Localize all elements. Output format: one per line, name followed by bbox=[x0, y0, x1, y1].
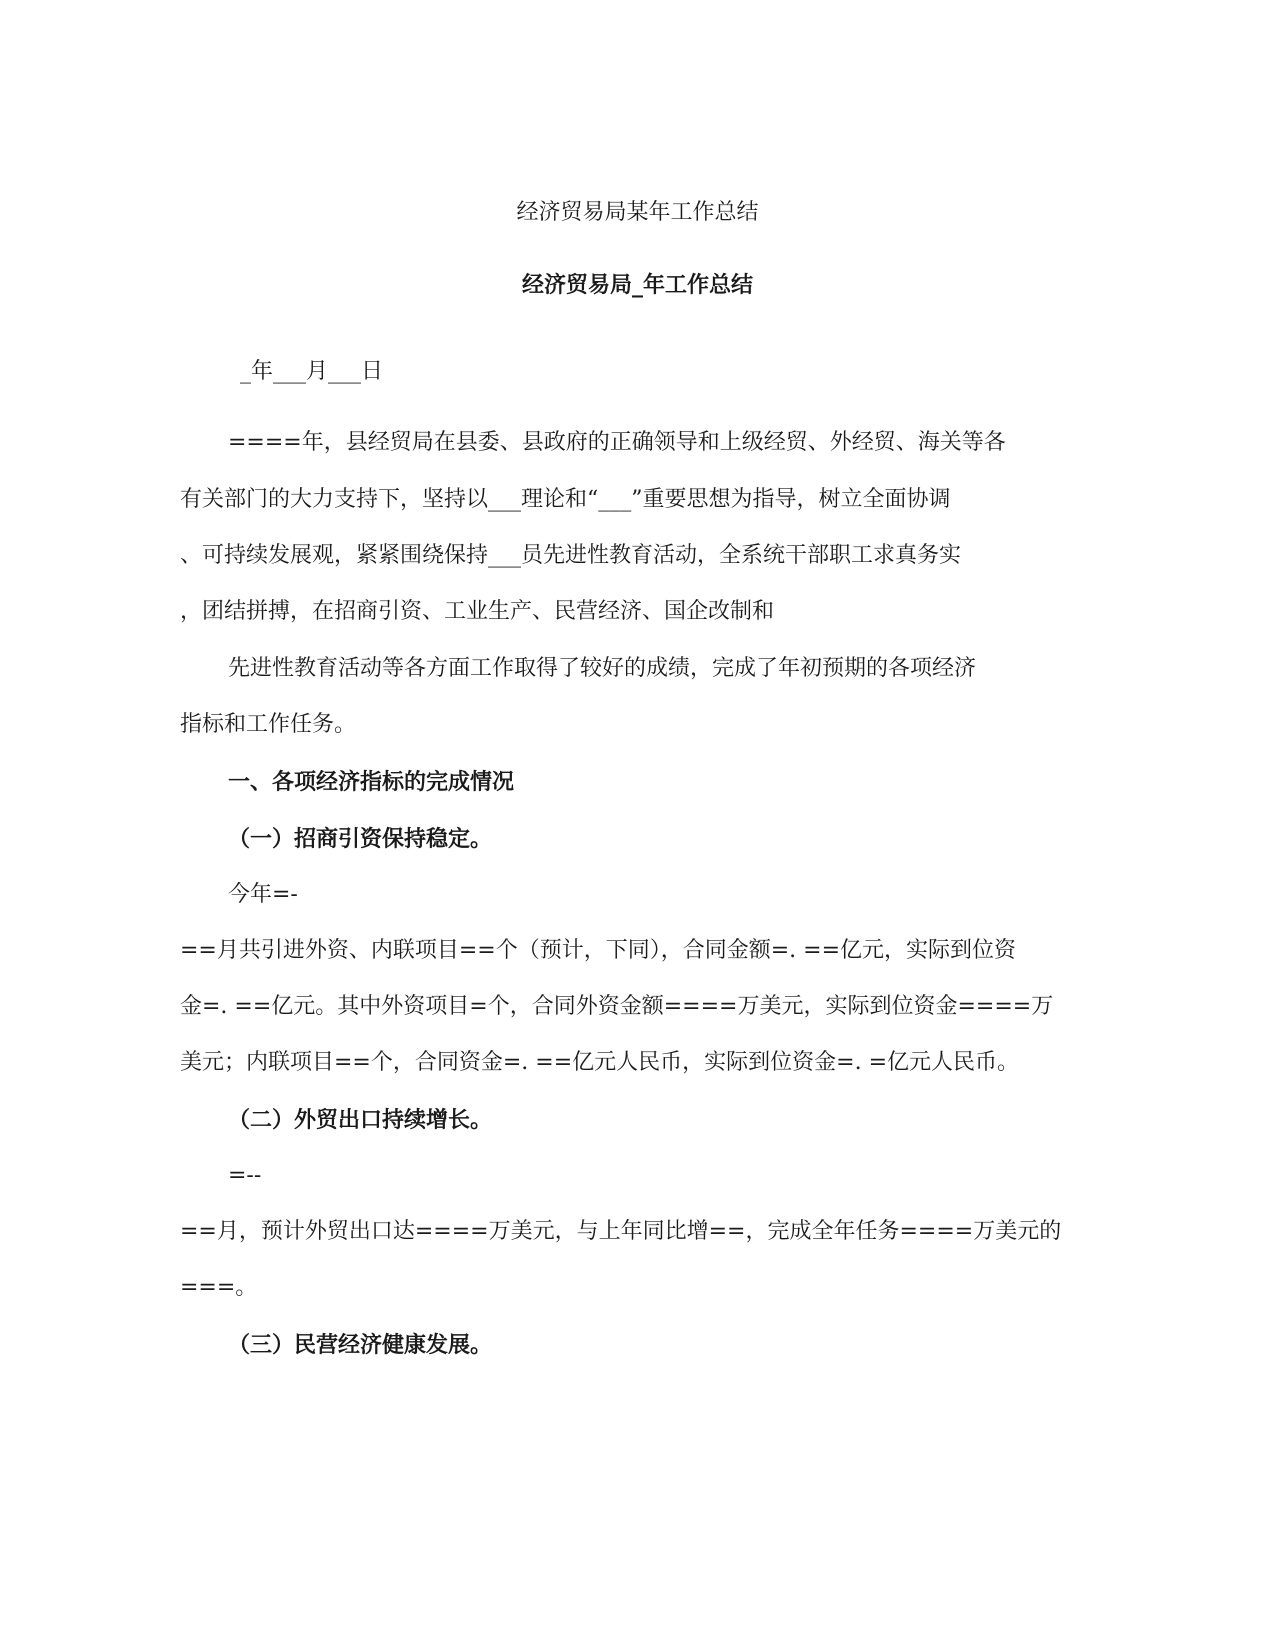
paragraph-line: =-- bbox=[228, 1163, 262, 1188]
paragraph-line: 指标和工作任务。 bbox=[180, 712, 357, 737]
document-title: 经济贸易局某年工作总结 bbox=[516, 200, 759, 225]
intro-line: ====年，县经贸局在县委、县政府的正确领导和上级经贸、外经贸、海关等各 bbox=[228, 430, 1006, 455]
date-line: _年___月___日 bbox=[240, 359, 384, 384]
subsection-heading: （三）民营经济健康发展。 bbox=[228, 1332, 493, 1358]
paragraph-line: ==月共引进外资、内联项目==个（预计，下同），合同金额=. ==亿元，实际到位资 bbox=[180, 938, 1017, 963]
intro-line: 、可持续发展观，紧紧围绕保持___员先进性教育活动，全系统干部职工求真务实 bbox=[180, 543, 962, 568]
paragraph-line: 美元；内联项目==个，合同资金=. ==亿元人民币，实际到位资金=. =亿元人民币。 bbox=[180, 1050, 1020, 1075]
paragraph-line: ===。 bbox=[180, 1275, 258, 1300]
paragraph-line: 今年=- bbox=[228, 882, 298, 907]
paragraph-line: 先进性教育活动等各方面工作取得了较好的成绩，完成了年初预期的各项经济 bbox=[228, 656, 977, 681]
paragraph-line: 金=. ==亿元。其中外资项目=个，合同外资金额====万美元，实际到位资金====万 bbox=[180, 994, 1054, 1019]
document-subtitle: 经济贸易局_年工作总结 bbox=[521, 272, 753, 298]
subsection-heading: （二）外贸出口持续增长。 bbox=[228, 1107, 493, 1133]
subsection-heading: （一）招商引资保持稳定。 bbox=[228, 826, 493, 852]
section-heading: 一、各项经济指标的完成情况 bbox=[228, 769, 515, 795]
intro-line: 有关部门的大力支持下，坚持以___理论和“___”重要思想为指导，树立全面协调 bbox=[180, 487, 951, 512]
intro-line: ，团结拼搏，在招商引资、工业生产、民营经济、国企改制和 bbox=[180, 599, 775, 624]
paragraph-line: ==月，预计外贸出口达====万美元，与上年同比增==，完成全年任务====万美元的 bbox=[180, 1219, 1062, 1244]
